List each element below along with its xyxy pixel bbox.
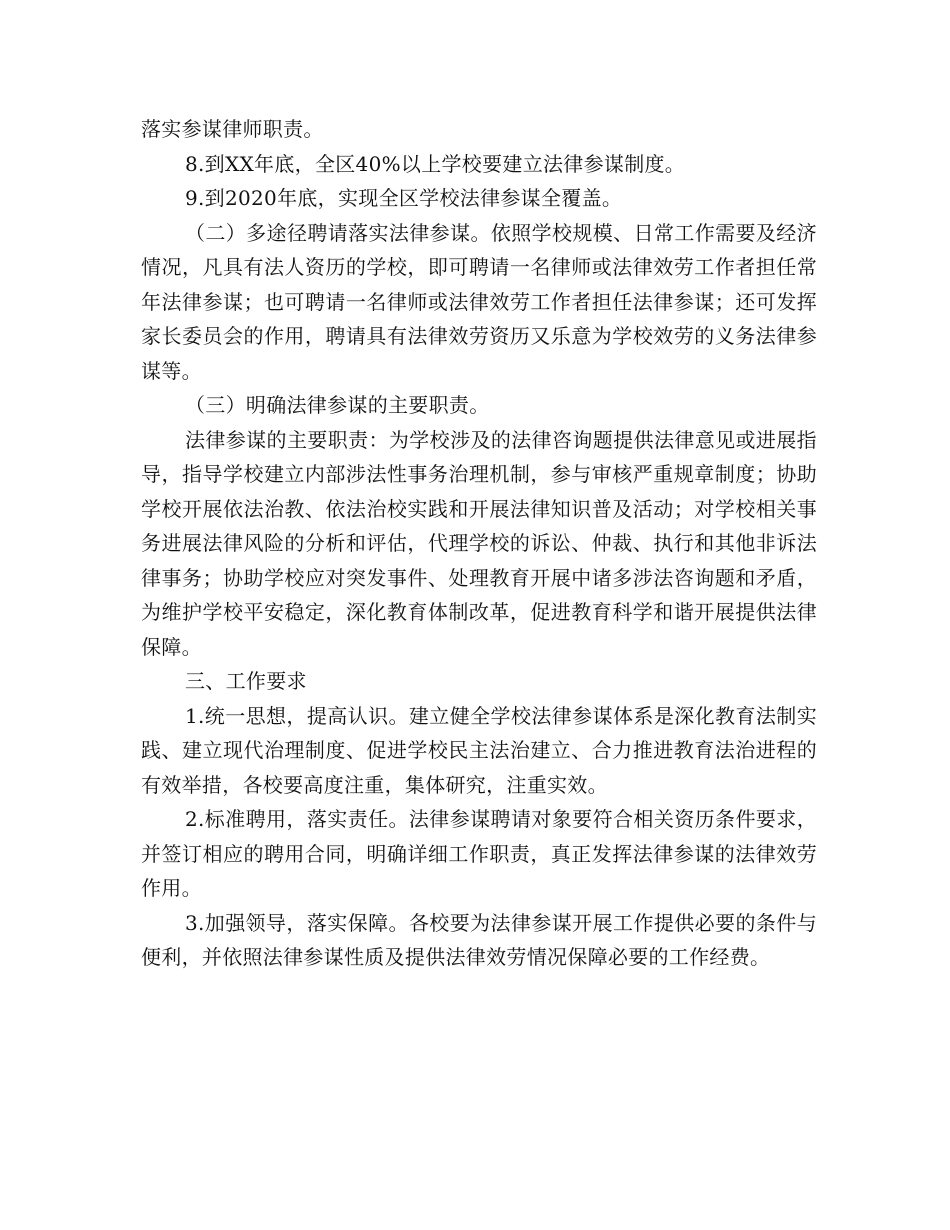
paragraph-item-9: 9.到2020年底，实现全区学校法律参谋全覆盖。 xyxy=(185,186,623,210)
paragraph-requirement-3: 3.加强领导，落实保障。各校要为法律参谋开展工作提供必要的条件与便利，并依照法律参谋性质及提供法律效劳情况保障必要的工作经费。 xyxy=(141,910,817,969)
paragraph-requirement-2: 2.标准聘用，落实责任。法律参谋聘请对象要符合相关资历条件要求，并签订相应的聘用合同，明确详细工作职责，真正发挥法律参谋的法律效劳作用。 xyxy=(141,807,817,900)
paragraph-section-3-heading: （三）明确法律参谋的主要职责。 xyxy=(185,393,490,417)
paragraph-section-2: （二）多途径聘请落实法律参谋。依照学校规模、日常工作需要及经济情况，凡具有法人资历的学校，即可聘请一名律师或法律效劳工作者担任常年法律参谋；也可聘请一名律师或法律效劳工作者担任法律参谋；还可发挥家长委员会的作用，聘请具有法律效劳资历又乐意为学校效劳的义务法律参谋等。 xyxy=(141,220,817,383)
paragraph-continuation: 落实参谋律师职责。 xyxy=(141,117,324,141)
paragraph-requirement-1: 1.统一思想，提高认识。建立健全学校法律参谋体系是深化教育法制实践、建立现代治理制度、促进学校民主法治建立、合力推进教育法治进程的有效举措，各校要高度注重，集体研究，注重实效。 xyxy=(141,703,817,797)
paragraph-item-8: 8.到XX年底，全区40%以上学校要建立法律参谋制度。 xyxy=(185,151,686,176)
section-heading-work-requirements: 三、工作要求 xyxy=(185,669,307,693)
document-body xyxy=(141,112,817,975)
paragraph-duties: 法律参谋的主要职责：为学校涉及的法律咨询题提供法律意见或进展指导，指导学校建立内部涉法性事务治理机制，参与审核严重规章制度；协助学校开展依法治教、依法治校实践和开展法律知识普及活动；对学校相关事务进展法律风险的分析和评估，代理学校的诉讼、仲裁、执行和其他非诉法律事务；协助学校应对突发事件、处理教育开展中诸多涉法咨询题和矛盾，为维护学校平安稳定，深化教育体制改革，促进教育科学和谐开展提供法律保障。 xyxy=(141,427,817,659)
